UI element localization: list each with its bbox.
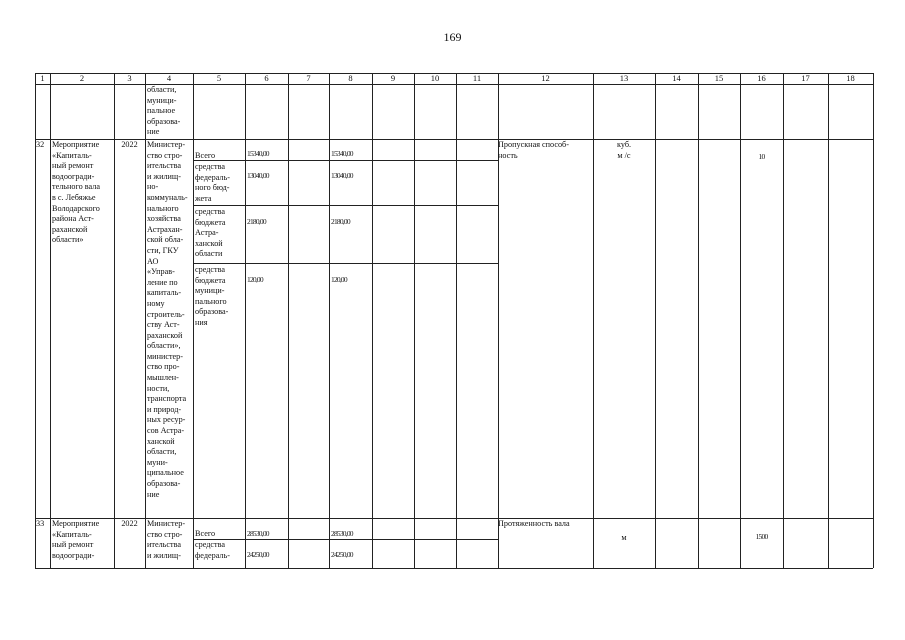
column-number: 15: [714, 73, 724, 83]
year: 2022: [121, 519, 138, 528]
column-number: 7: [306, 73, 311, 83]
column-number: 2: [79, 73, 85, 83]
unit: м: [621, 533, 627, 542]
amount-col6: 120,00: [247, 275, 263, 284]
grid-line: [655, 73, 656, 568]
amount-col6: 2180,00: [247, 217, 266, 226]
grid-line: [698, 73, 699, 568]
executor: Министер- ство стро- ительства и жилищ-: [147, 519, 186, 560]
column-number: 4: [166, 73, 172, 83]
column-number: 10: [430, 73, 440, 83]
column-number: 16: [757, 73, 766, 83]
row-number: 33: [36, 519, 45, 528]
measure-name: Мероприятие «Капиталь- ный ремонт водоогради-: [52, 519, 100, 560]
amount-col6: 15340,00: [247, 149, 269, 158]
grid-line: [873, 73, 874, 568]
indicator-name: Пропускная способ- ность: [498, 140, 569, 160]
executor-continuation: области, муници- пальное образова- ние: [147, 85, 181, 137]
amount-col6: 28530,00: [247, 529, 269, 538]
year: 2022: [121, 140, 138, 149]
row-number: 32: [36, 140, 45, 149]
column-number: 3: [127, 73, 132, 83]
grid-line: [245, 73, 246, 568]
column-number: 17: [801, 73, 810, 83]
source-label: Всего: [195, 151, 216, 160]
grid-line: [35, 568, 873, 569]
column-number: 12: [541, 73, 550, 83]
grid-line: [783, 73, 784, 568]
source-label: средства бюджета Астра- ханской области: [195, 207, 226, 259]
column-number: 5: [216, 73, 222, 83]
column-number: 18: [846, 73, 855, 83]
column-number: 14: [672, 73, 681, 83]
amount-col8: 2180,00: [331, 217, 350, 226]
page-number: 169: [443, 30, 462, 44]
budget-table: [35, 73, 873, 568]
target-value: 10: [758, 152, 765, 161]
grid-line: [50, 73, 51, 568]
column-number: 8: [348, 73, 353, 83]
grid-line: [288, 73, 289, 568]
column-number: 9: [390, 73, 396, 83]
source-label: средства федераль-: [195, 540, 230, 560]
unit: куб. м /с: [616, 140, 632, 160]
source-label: Всего: [195, 529, 216, 538]
amount-col8: 120,00: [331, 275, 347, 284]
column-number: 6: [264, 73, 269, 83]
indicator-name: Протяженность вала: [498, 519, 570, 528]
column-number: 1: [40, 73, 45, 83]
grid-line: [193, 205, 498, 206]
amount-col6: 13040,00: [247, 171, 269, 180]
column-number: 11: [472, 73, 482, 83]
grid-line: [193, 263, 498, 264]
amount-col6: 24250,00: [247, 550, 269, 559]
measure-name: Мероприятие «Капиталь- ный ремонт водоогради- тельного вала в с. Лебяжье Володарского района Аст- раханской области»: [52, 140, 100, 245]
grid-line: [193, 73, 194, 568]
amount-col8: 28530,00: [331, 529, 353, 538]
amount-col8: 15340,00: [331, 149, 353, 158]
column-number: 13: [619, 73, 629, 83]
grid-line: [414, 73, 415, 568]
grid-line: [193, 160, 498, 161]
source-label: средства бюджета муници- пального образова- ния: [195, 265, 229, 327]
grid-line: [828, 73, 829, 568]
grid-line: [329, 73, 330, 568]
executor: Министер- ство стро- ительства и жилищ- но- коммуналь- нального хозяйства Астрахан- ской обла- сти, ГКУ АО «Управ- ление по капиталь- ному строитель- ству Аст- раханской области», министер- ство про- мышлен- ности, транспорта и природ- ных ресур- сов Астра- ханской области, муни- ципальное образова- ние: [147, 140, 188, 499]
amount-col8: 13040,00: [331, 171, 353, 180]
source-label: средства федераль- ного бюд- жета: [195, 162, 230, 203]
target-value: 1500: [755, 532, 768, 541]
grid-line: [145, 73, 146, 568]
grid-line: [193, 539, 498, 540]
grid-line: [740, 73, 741, 568]
grid-line: [456, 73, 457, 568]
grid-line: [372, 73, 373, 568]
amount-col8: 24250,00: [331, 550, 353, 559]
